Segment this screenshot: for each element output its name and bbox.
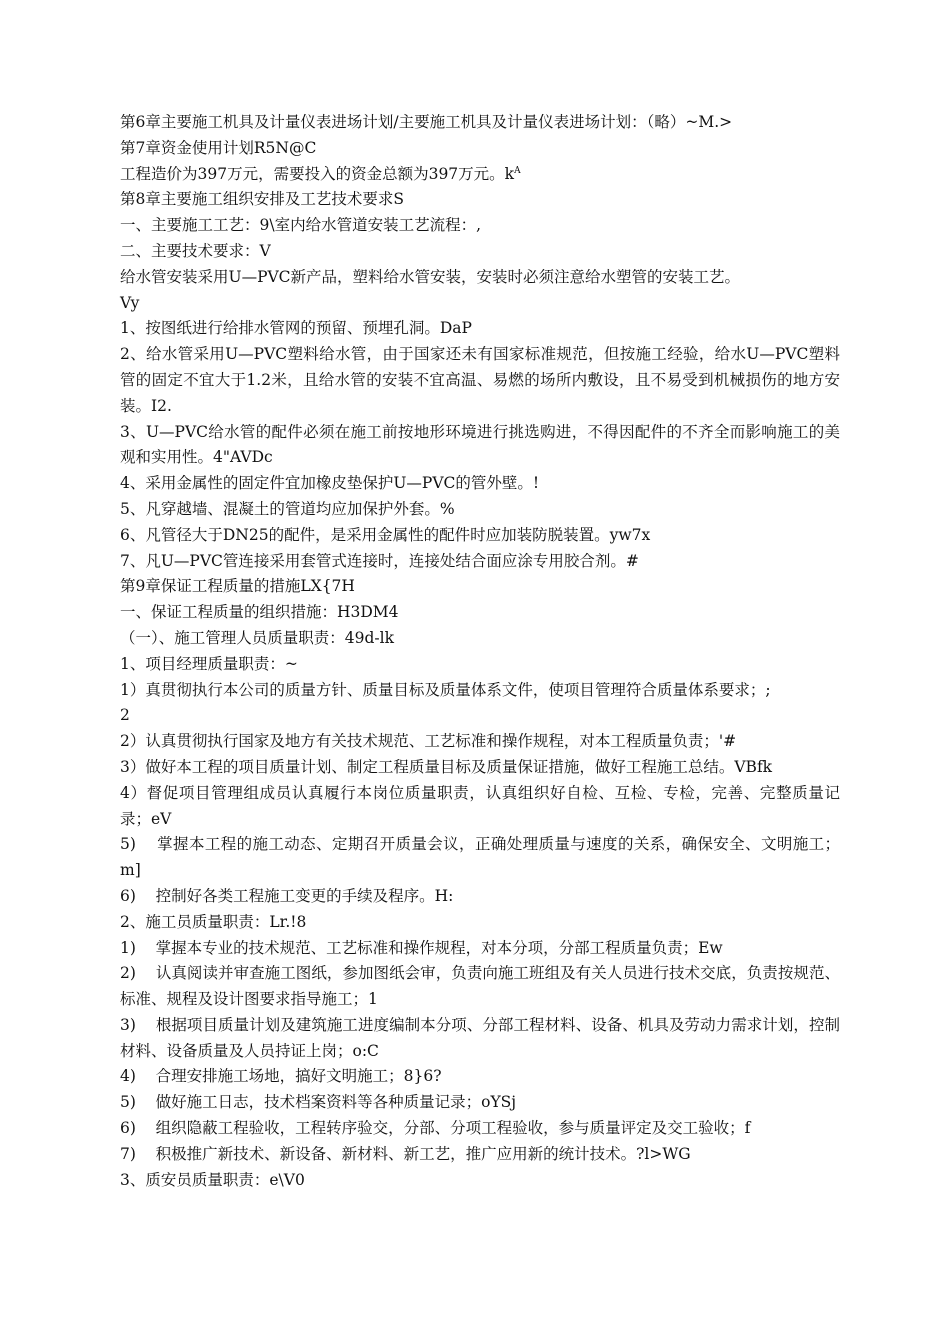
chapter-7-heading: 第7章资金使用计划R5N@C bbox=[120, 138, 317, 157]
list-item-5: 5、凡穿越墙、混凝土的管道均应加保护外套。% bbox=[120, 499, 455, 518]
pm-duties-heading: 1、项目经理质量职责：~ bbox=[120, 654, 298, 673]
section-process: 一、主要施工工艺：9\室内给水管道安装工艺流程：, bbox=[120, 216, 482, 235]
list-item-4: 4、采用金属性的固定件宜加橡皮垫保护U—PVC的管外壁。! bbox=[120, 474, 540, 493]
list-item-1: 1、按图纸进行给排水管网的预留、预埋孔洞。DaP bbox=[120, 319, 472, 338]
foreman-duty-1: 1) 掌握本专业的技术规范、工艺标准和操作规程，对本分项，分部工程质量负责；Ew bbox=[120, 938, 723, 957]
list-item-7: 7、凡U—PVC管连接采用套管式连接时，连接处结合面应涂专用胶合剂。# bbox=[120, 551, 639, 570]
foreman-duty-6: 6) 组织隐蔽工程验收，工程转序验交，分部、分项工程验收，参与质量评定及交工验收；f bbox=[120, 1119, 751, 1138]
chapter-8-heading: 第8章主要施工组织安排及工艺技术要求S bbox=[120, 190, 404, 209]
section-technical-requirements: 二、主要技术要求：V bbox=[120, 241, 271, 260]
pm-duty-1-fragment: 2 bbox=[120, 706, 130, 725]
section-organization-measures: 一、保证工程质量的组织措施：H3DM4 bbox=[120, 603, 399, 622]
list-item-3: 3、U—PVC给水管的配件必须在施工前按地形环境进行挑选购进，不得因配件的不齐全而影响施工的美观和实用性。4"AVDc bbox=[120, 422, 840, 467]
foreman-duty-2: 2) 认真阅读并审查施工图纸，参加图纸会审，负责向施工班组及有关人员进行技术交底，负责按规范、标准、规程及设计图要求指导施工；1 bbox=[120, 964, 840, 1009]
cost-line bbox=[120, 162, 840, 188]
paragraph-fragment: Vy bbox=[120, 293, 140, 312]
chapter-6-heading: 第6章主要施工机具及计量仪表进场计划/主要施工机具及计量仪表进场计划：（略）~M.> bbox=[120, 113, 733, 131]
pm-duty-6: 6) 控制好各类工程施工变更的手续及程序。H: bbox=[120, 886, 454, 905]
document-body bbox=[120, 110, 840, 1193]
pm-duty-1: 1）真贯彻执行本公司的质量方针、质量目标及质量体系文件，使项目管理符合质量体系要求；; bbox=[120, 680, 771, 699]
foreman-duty-7: 7) 积极推广新技术、新设备、新材料、新工艺，推广应用新的统计技术。?l>WG bbox=[120, 1144, 691, 1163]
cost-superscript: A bbox=[514, 165, 521, 176]
pm-duty-5: 5) 掌握本工程的施工动态、定期召开质量会议，正确处理质量与速度的关系，确保安全、文明施工；m] bbox=[120, 835, 840, 880]
chapter-9-heading: 第9章保证工程质量的措施LX{7H bbox=[120, 577, 355, 596]
list-item-6: 6、凡管径大于DN25的配件，是采用金属性的配件时应加装防脱装置。yw7x bbox=[120, 525, 651, 544]
pm-duty-2: 2）认真贯彻执行国家及地方有关技术规范、工艺标准和操作规程，对本工程质量负责；'# bbox=[120, 732, 737, 751]
foreman-duty-5: 5) 做好施工日志，技术档案资料等各种质量记录；oYSj bbox=[120, 1093, 517, 1112]
foreman-duty-4: 4) 合理安排施工场地，搞好文明施工；8}6? bbox=[120, 1067, 442, 1086]
pm-duty-4: 4）督促项目管理组成员认真履行本岗位质量职责，认真组织好自检、互检、专检，完善、完整质量记录；eV bbox=[120, 783, 840, 828]
cost-text: 工程造价为397万元，需要投入的资金总额为397万元。k bbox=[120, 164, 515, 183]
subsection-staff-duties: （一）、施工管理人员质量职责：49d-lk bbox=[120, 628, 394, 647]
foreman-duties-heading: 2、施工员质量职责：Lr.!8 bbox=[120, 912, 307, 931]
foreman-duty-3: 3) 根据项目质量计划及建筑施工进度编制本分项、分部工程材料、设备、机具及劳动力需求计划，控制材料、设备质量及人员持证上岗；o:C bbox=[120, 1015, 840, 1060]
list-item-2: 2、给水管采用U—PVC塑料给水管，由于国家还未有国家标准规范，但按施工经验，给水U—PVC塑料管的固定不宜大于1.2米，且给水管的安装不宜高温、易燃的场所内敷设，且不易受到机械损伤的地方安装。I2. bbox=[120, 345, 840, 415]
pm-duty-3: 3）做好本工程的项目质量计划、制定工程质量目标及质量保证措施，做好工程施工总结。VBfk bbox=[120, 757, 773, 776]
safety-officer-duties-heading: 3、质安员质量职责：e\V0 bbox=[120, 1170, 305, 1189]
paragraph-pipe-installation: 给水管安装采用U—PVC新产品，塑料给水管安装，安装时必须注意给水塑管的安装工艺。 bbox=[120, 267, 741, 286]
